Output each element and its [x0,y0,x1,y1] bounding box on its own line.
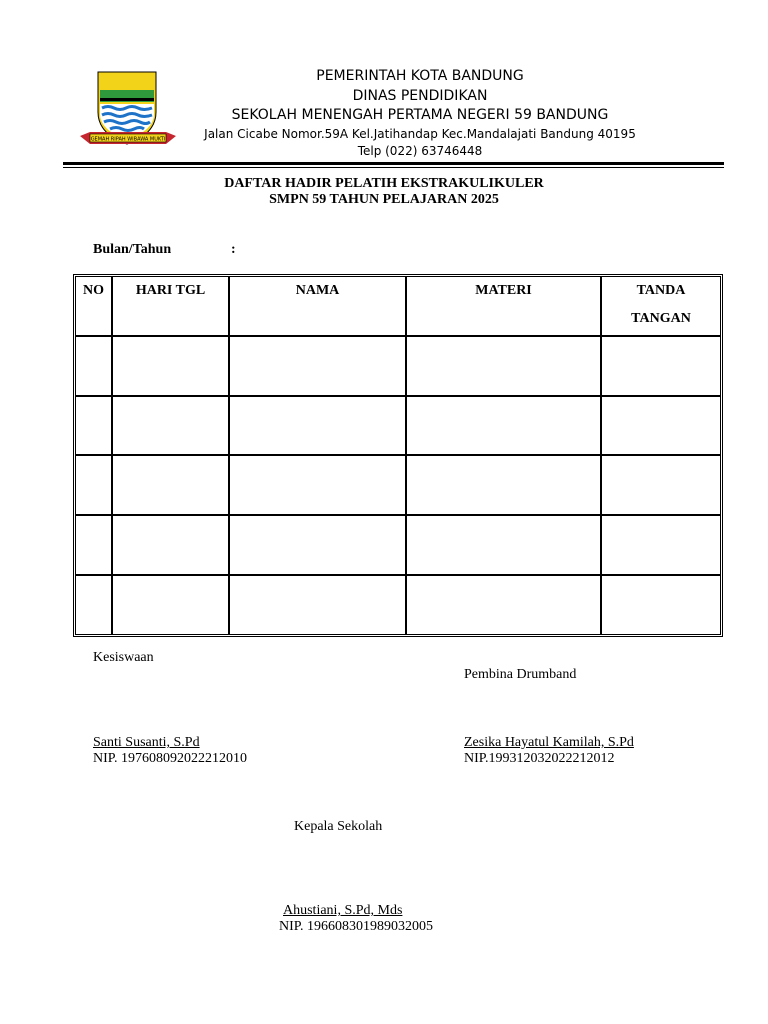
table-cell[interactable] [602,337,720,397]
header-government: PEMERINTAH KOTA BANDUNG [316,68,524,84]
header-divider-thick [63,162,724,165]
kesiswaan-nip: NIP. 197608092022212010 [93,751,248,766]
header-divider-thin [63,167,724,168]
table-cell[interactable] [407,516,602,576]
table-row [76,516,720,576]
table-cell[interactable] [602,456,720,516]
table-cell[interactable] [113,397,230,457]
principal-name: Ahustiani, S.Pd, Mds [283,903,403,918]
table-cell[interactable] [602,516,720,576]
principal-nip: NIP. 196608301989032005 [279,919,434,934]
table-cell[interactable] [230,576,407,634]
attendance-table [75,276,721,635]
table-cell[interactable] [407,456,602,516]
table-cell[interactable] [407,576,602,634]
table-cell[interactable] [76,397,113,457]
column-header-name: NAMA [230,277,407,337]
table-cell[interactable] [602,576,720,634]
table-cell[interactable] [407,397,602,457]
kesiswaan-role: Kesiswaan [93,650,154,665]
table-cell[interactable] [113,337,230,397]
pembina-role: Pembina Drumband [464,667,577,682]
table-header-row [76,277,720,337]
table-cell[interactable] [76,516,113,576]
header-school-name: SEKOLAH MENENGAH PERTAMA NEGERI 59 BANDUNG [231,107,609,123]
table-cell[interactable] [230,456,407,516]
pembina-nip: NIP.199312032022212012 [464,751,615,766]
month-year-colon: : [231,242,236,257]
header-address: Jalan Cicabe Nomor.59A Kel.Jatihandap Kec.Mandalajati Bandung 40195 [204,127,636,141]
kesiswaan-name: Santi Susanti, S.Pd [93,735,200,750]
table-row [76,337,720,397]
column-header-material: MATERI [407,277,602,337]
table-cell[interactable] [230,516,407,576]
table-cell[interactable] [76,576,113,634]
document-title: DAFTAR HADIR PELATIH EKSTRAKULIKULER [224,176,544,191]
logo-motto-text: GEMAH RIPAH WIBAWA MUKTI [90,136,166,143]
table-cell[interactable] [602,397,720,457]
header-phone: Telp (022) 63746448 [357,144,483,158]
column-header-no: NO [76,277,113,337]
table-row [76,397,720,457]
column-header-signature [602,277,720,337]
table-row [76,456,720,516]
table-cell[interactable] [76,337,113,397]
header-department: DINAS PENDIDIKAN [352,88,488,104]
month-year-label: Bulan/Tahun [93,242,172,257]
table-cell[interactable] [113,576,230,634]
signature-header-text: TANDA TANGAN [631,283,691,326]
column-header-date: HARI TGL [113,277,230,337]
table-cell[interactable] [407,337,602,397]
table-cell[interactable] [113,456,230,516]
document-subtitle: SMPN 59 TAHUN PELAJARAN 2025 [269,192,499,207]
table-row [76,576,720,634]
table-cell[interactable] [230,337,407,397]
table-cell[interactable] [113,516,230,576]
table-cell[interactable] [76,456,113,516]
principal-role: Kepala Sekolah [294,819,383,834]
table-cell[interactable] [230,397,407,457]
pembina-name: Zesika Hayatul Kamilah, S.Pd [464,735,634,750]
